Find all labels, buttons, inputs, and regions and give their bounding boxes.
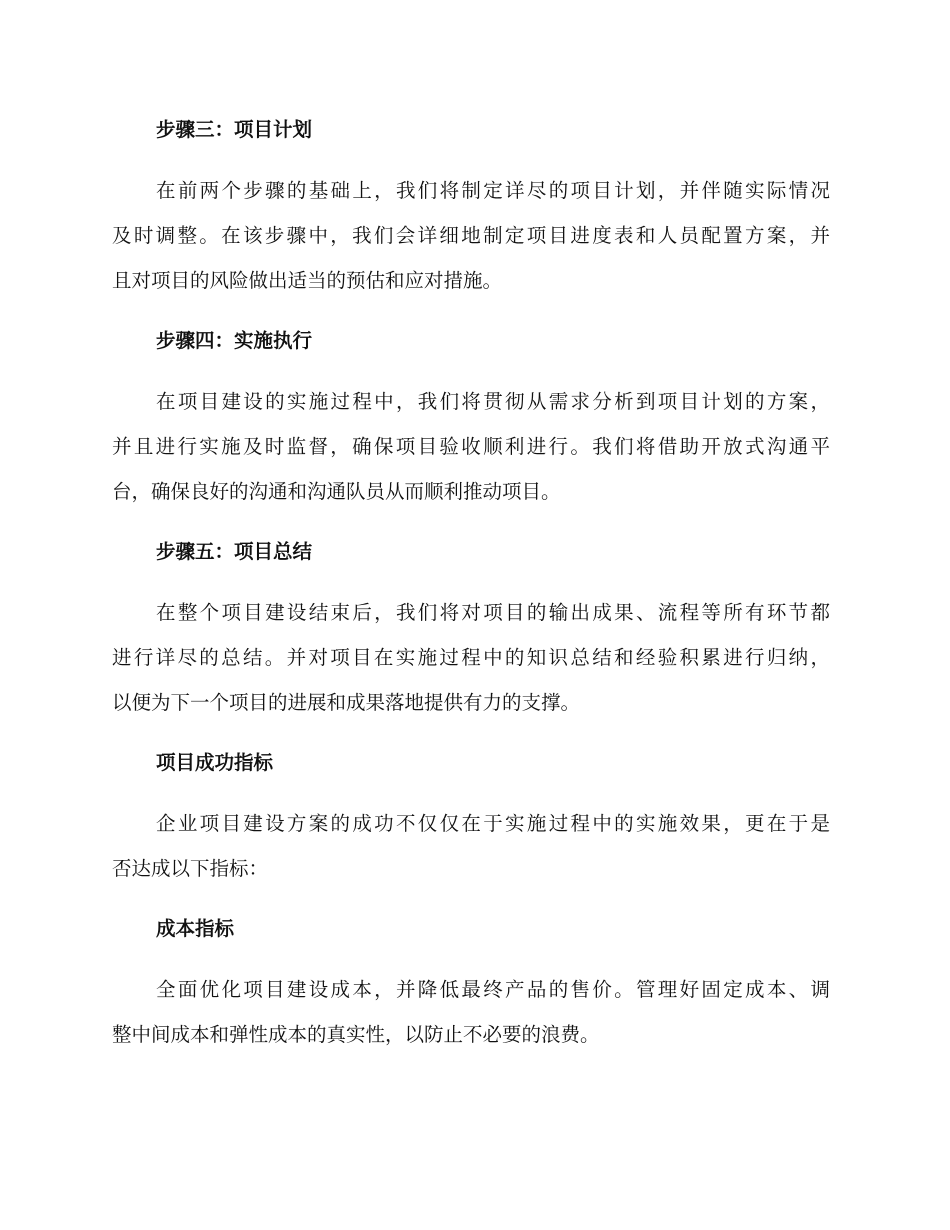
section-heading-step-4: 步骤四：实施执行: [156, 329, 313, 352]
section-heading-step-5: 步骤五：项目总结: [156, 540, 313, 563]
paragraph-line: 进行详尽的总结。并对项目在实施过程中的知识总结和经验积累进行归纳，: [112, 646, 830, 669]
paragraph-line: 在前两个步骤的基础上，我们将制定详尽的项目计划，并伴随实际情况: [156, 179, 830, 202]
paragraph-line: 在项目建设的实施过程中，我们将贯彻从需求分析到项目计划的方案，: [156, 390, 830, 413]
section-paragraph-success-indicators: [112, 801, 830, 891]
paragraph-line: 且对项目的风险做出适当的预估和应对措施。: [112, 269, 503, 292]
paragraph-line: 以便为下一个项目的进展和成果落地提供有力的支撑。: [112, 691, 581, 714]
section-heading-cost-indicators: 成本指标: [156, 917, 235, 940]
paragraph-line: 否达成以下指标：: [112, 857, 269, 880]
paragraph-line: 整中间成本和弹性成本的真实性，以防止不必要的浪费。: [112, 1023, 600, 1046]
paragraph-line: 在整个项目建设结束后，我们将对项目的输出成果、流程等所有环节都: [156, 601, 830, 624]
section-heading-step-3: 步骤三：项目计划: [156, 118, 313, 141]
section-paragraph-step-5: [112, 590, 830, 725]
document-page: [112, 108, 830, 1073]
paragraph-line: 企业项目建设方案的成功不仅仅在于实施过程中的实施效果，更在于是: [156, 812, 830, 835]
paragraph-line: 并且进行实施及时监督，确保项目验收顺利进行。我们将借助开放式沟通平: [112, 435, 830, 458]
section-paragraph-step-3: [112, 168, 830, 303]
section-paragraph-step-4: [112, 379, 830, 514]
paragraph-line: 及时调整。在该步骤中，我们会详细地制定项目进度表和人员配置方案，并: [112, 224, 830, 247]
paragraph-line: 全面优化项目建设成本，并降低最终产品的售价。管理好固定成本、调: [156, 978, 830, 1001]
section-paragraph-cost-indicators: [112, 967, 830, 1057]
section-heading-success-indicators: 项目成功指标: [156, 751, 274, 774]
paragraph-line: 台，确保良好的沟通和沟通队员从而顺利推动项目。: [112, 480, 561, 503]
